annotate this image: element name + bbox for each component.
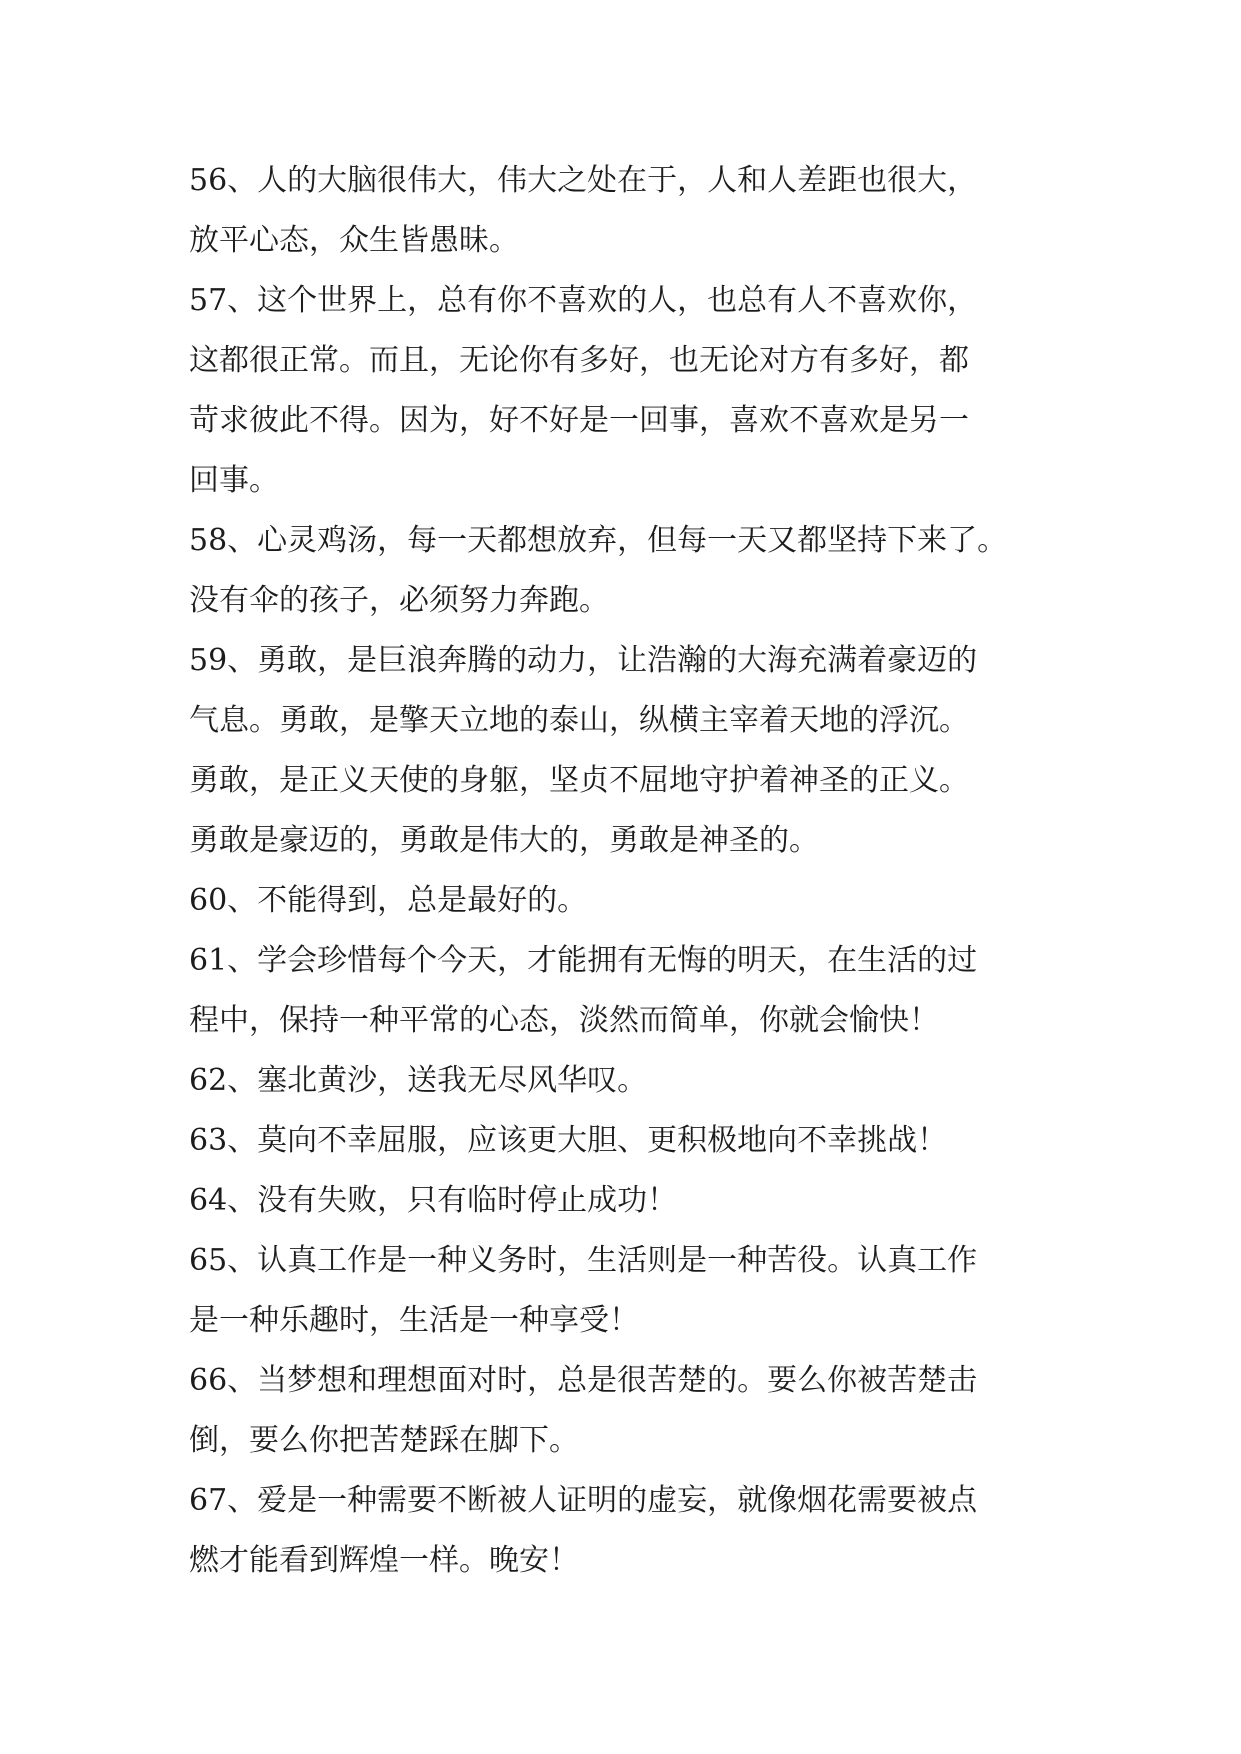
quote-66-line-1: 66、当梦想和理想面对时，总是很苦楚的。要么你被苦楚击 xyxy=(189,1363,978,1398)
quote-57-line-1: 57、这个世界上，总有你不喜欢的人，也总有人不喜欢你， xyxy=(189,283,978,318)
quote-entry-65 xyxy=(189,1231,1089,1351)
quote-60-line-1: 60、不能得到，总是最好的。 xyxy=(189,883,588,918)
quote-entry-63 xyxy=(189,1111,1089,1171)
quote-57-line-4: 回事。 xyxy=(189,463,279,498)
quote-entry-64 xyxy=(189,1171,1089,1231)
quote-65-line-1: 65、认真工作是一种义务时，生活则是一种苦役。认真工作 xyxy=(189,1243,978,1278)
quote-entry-60 xyxy=(189,871,1089,931)
quote-entry-56 xyxy=(189,151,1089,271)
quote-61-line-2: 程中，保持一种平常的心态，淡然而简单，你就会愉快！ xyxy=(189,1003,939,1038)
quote-56-line-1: 56、人的大脑很伟大，伟大之处在于，人和人差距也很大， xyxy=(189,163,978,198)
quote-57-line-2: 这都很正常。而且，无论你有多好，也无论对方有多好，都 xyxy=(189,343,969,378)
quote-63-line-1: 63、莫向不幸屈服，应该更大胆、更积极地向不幸挑战！ xyxy=(189,1123,948,1158)
quote-list xyxy=(189,151,1089,1591)
quote-entry-66 xyxy=(189,1351,1089,1471)
quote-59-line-1: 59、勇敢，是巨浪奔腾的动力，让浩瀚的大海充满着豪迈的 xyxy=(189,643,978,678)
quote-entry-59 xyxy=(189,631,1089,871)
quote-64-line-1: 64、没有失败，只有临时停止成功！ xyxy=(189,1183,678,1218)
quote-entry-61 xyxy=(189,931,1089,1051)
quote-59-line-4: 勇敢是豪迈的，勇敢是伟大的，勇敢是神圣的。 xyxy=(189,823,819,858)
quote-62-line-1: 62、塞北黄沙，送我无尽风华叹。 xyxy=(189,1063,648,1098)
quote-58-line-1: 58、心灵鸡汤，每一天都想放弃，但每一天又都坚持下来了。 xyxy=(189,523,1008,558)
quote-67-line-2: 燃才能看到辉煌一样。晚安！ xyxy=(189,1543,579,1578)
quote-59-line-3: 勇敢，是正义天使的身躯，坚贞不屈地守护着神圣的正义。 xyxy=(189,763,969,798)
quote-entry-67 xyxy=(189,1471,1089,1591)
quote-entry-58 xyxy=(189,511,1089,631)
quote-59-line-2: 气息。勇敢，是擎天立地的泰山，纵横主宰着天地的浮沉。 xyxy=(189,703,969,738)
quote-66-line-2: 倒，要么你把苦楚踩在脚下。 xyxy=(189,1423,579,1458)
quote-58-line-2: 没有伞的孩子，必须努力奔跑。 xyxy=(189,583,609,618)
quote-entry-62 xyxy=(189,1051,1089,1111)
quote-61-line-1: 61、学会珍惜每个今天，才能拥有无悔的明天，在生活的过 xyxy=(189,943,978,978)
quote-65-line-2: 是一种乐趣时，生活是一种享受！ xyxy=(189,1303,639,1338)
quote-57-line-3: 苛求彼此不得。因为，好不好是一回事，喜欢不喜欢是另一 xyxy=(189,403,969,438)
quote-56-line-2: 放平心态，众生皆愚昧。 xyxy=(189,223,519,258)
quote-67-line-1: 67、爱是一种需要不断被人证明的虚妄，就像烟花需要被点 xyxy=(189,1483,978,1518)
quote-entry-57 xyxy=(189,271,1089,511)
